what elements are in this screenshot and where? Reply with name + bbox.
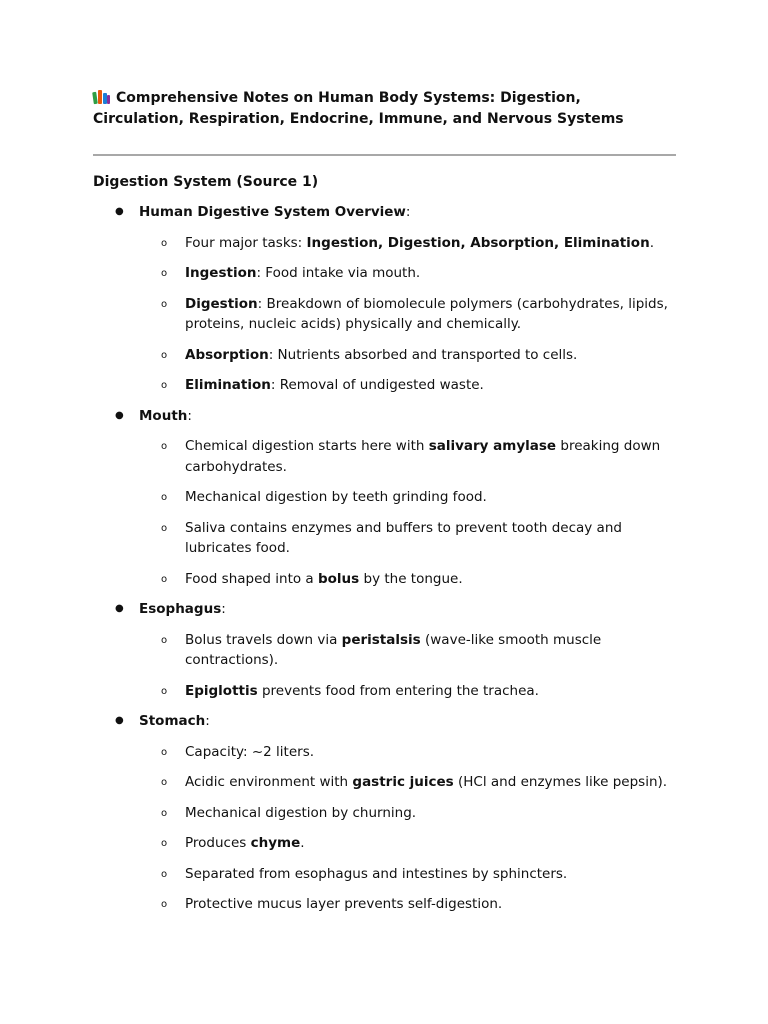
text-run: Acidic environment with: [185, 774, 353, 790]
subitem: [139, 518, 676, 559]
circle-bullet-icon: o: [161, 899, 168, 910]
text-run: Bolus travels down via: [185, 631, 342, 648]
bold-term: peristalsis: [341, 631, 421, 648]
text-run: .: [649, 234, 654, 251]
circle-bullet-icon: o: [161, 634, 168, 646]
topic-list: [93, 202, 676, 915]
topic-item: [93, 202, 676, 396]
subitem: [139, 630, 676, 671]
text-run: Separated from esophagus and intestines by sphincters.: [185, 865, 568, 882]
circle-bullet-icon: o: [161, 868, 168, 880]
text-run: Capacity: ~2 liters.: [185, 743, 315, 760]
bullet-icon: ●: [115, 409, 124, 421]
topic-item: [93, 711, 676, 915]
subitem: [139, 345, 676, 366]
bold-term: salivary amylase: [428, 438, 557, 454]
topic-label: Esophagus: [139, 601, 222, 617]
subitem-list: [139, 630, 676, 702]
text-run: (wave-like smooth muscle contractions).: [185, 631, 602, 668]
topic-label-suffix: :: [405, 204, 411, 220]
circle-bullet-icon: o: [161, 268, 168, 279]
text-run: Mechanical digestion by teeth grinding food.: [185, 489, 487, 505]
bullet-icon: ●: [115, 206, 124, 217]
subitem: [139, 742, 676, 763]
subitem: [139, 894, 676, 915]
circle-bullet-icon: o: [161, 441, 168, 452]
subitem: [139, 263, 676, 284]
bold-term: Ingestion: [185, 265, 257, 281]
text-run: : Breakdown of biomolecule polymers (carbohydrates, lipids, proteins, nucleic acids) physically and chemically.: [185, 295, 668, 332]
text-run: Chemical digestion starts here with: [185, 438, 429, 454]
text-run: (HCl and enzymes like pepsin).: [453, 774, 668, 790]
subitem: [139, 375, 676, 396]
bullet-icon: ●: [115, 603, 124, 614]
topic-label: Human Digestive System Overview: [139, 204, 406, 220]
subitem-list: [139, 742, 676, 915]
circle-bullet-icon: o: [161, 492, 168, 503]
circle-bullet-icon: o: [161, 349, 168, 361]
circle-bullet-icon: o: [161, 380, 168, 391]
bold-term: Epiglottis: [185, 682, 258, 699]
bold-term: gastric juices: [352, 774, 454, 790]
text-run: Four major tasks:: [185, 234, 307, 251]
topic-label: Mouth: [139, 407, 188, 424]
text-run: by the tongue.: [359, 570, 463, 587]
subitem: [139, 772, 676, 793]
books-icon: [93, 89, 110, 104]
bold-term: Ingestion, Digestion, Absorption, Elimination: [306, 234, 650, 251]
circle-bullet-icon: o: [161, 298, 168, 310]
bold-term: Absorption: [185, 346, 269, 363]
document-title-text: Comprehensive Notes on Human Body Systems: Digestion, Circulation, Respiration, Endocrine, Immune, and Nervous Systems: [93, 90, 624, 127]
section-heading: Digestion System (Source 1): [93, 174, 319, 190]
bullet-icon: ●: [115, 715, 124, 726]
subitem: [139, 487, 676, 508]
topic-item: [93, 406, 676, 590]
circle-bullet-icon: o: [161, 777, 168, 788]
circle-bullet-icon: o: [161, 807, 168, 819]
document-page: [93, 88, 676, 915]
topic-item: [93, 599, 676, 701]
topic-label-suffix: :: [221, 601, 226, 617]
circle-bullet-icon: o: [161, 685, 168, 697]
text-run: Protective mucus layer prevents self-digestion.: [185, 896, 503, 912]
text-run: Mechanical digestion by churning.: [185, 804, 417, 821]
text-run: Produces: [185, 835, 251, 851]
topic-label-suffix: :: [187, 407, 192, 424]
bold-term: Digestion: [185, 295, 258, 312]
text-run: prevents food from entering the trachea.: [257, 682, 539, 699]
text-run: Saliva contains enzymes and buffers to prevent tooth decay and lubricates food.: [185, 519, 622, 556]
subitem: [139, 833, 676, 854]
circle-bullet-icon: o: [161, 746, 168, 758]
subitem: [139, 569, 676, 590]
bold-term: chyme: [250, 835, 301, 851]
bold-term: Elimination: [185, 377, 271, 393]
text-run: Food shaped into a: [185, 570, 318, 587]
bold-term: bolus: [317, 570, 360, 587]
subitem: [139, 436, 676, 477]
topic-label: Stomach: [139, 713, 206, 729]
circle-bullet-icon: o: [161, 522, 168, 534]
circle-bullet-icon: o: [161, 237, 168, 249]
topic-label-suffix: :: [205, 713, 210, 729]
circle-bullet-icon: o: [161, 573, 168, 585]
text-run: : Food intake via mouth.: [256, 265, 421, 281]
document-title: [93, 88, 676, 130]
text-run: breaking down carbohydrates.: [185, 438, 661, 475]
text-run: : Removal of undigested waste.: [270, 377, 484, 393]
subitem-list: [139, 233, 676, 396]
text-run: : Nutrients absorbed and transported to cells.: [268, 346, 578, 363]
subitem: [139, 864, 676, 885]
circle-bullet-icon: o: [161, 838, 168, 849]
horizontal-divider: [93, 154, 676, 156]
subitem: [139, 803, 676, 824]
subitem: [139, 294, 676, 335]
subitem: [139, 681, 676, 702]
subitem: [139, 233, 676, 254]
text-run: .: [300, 835, 305, 851]
subitem-list: [139, 436, 676, 589]
